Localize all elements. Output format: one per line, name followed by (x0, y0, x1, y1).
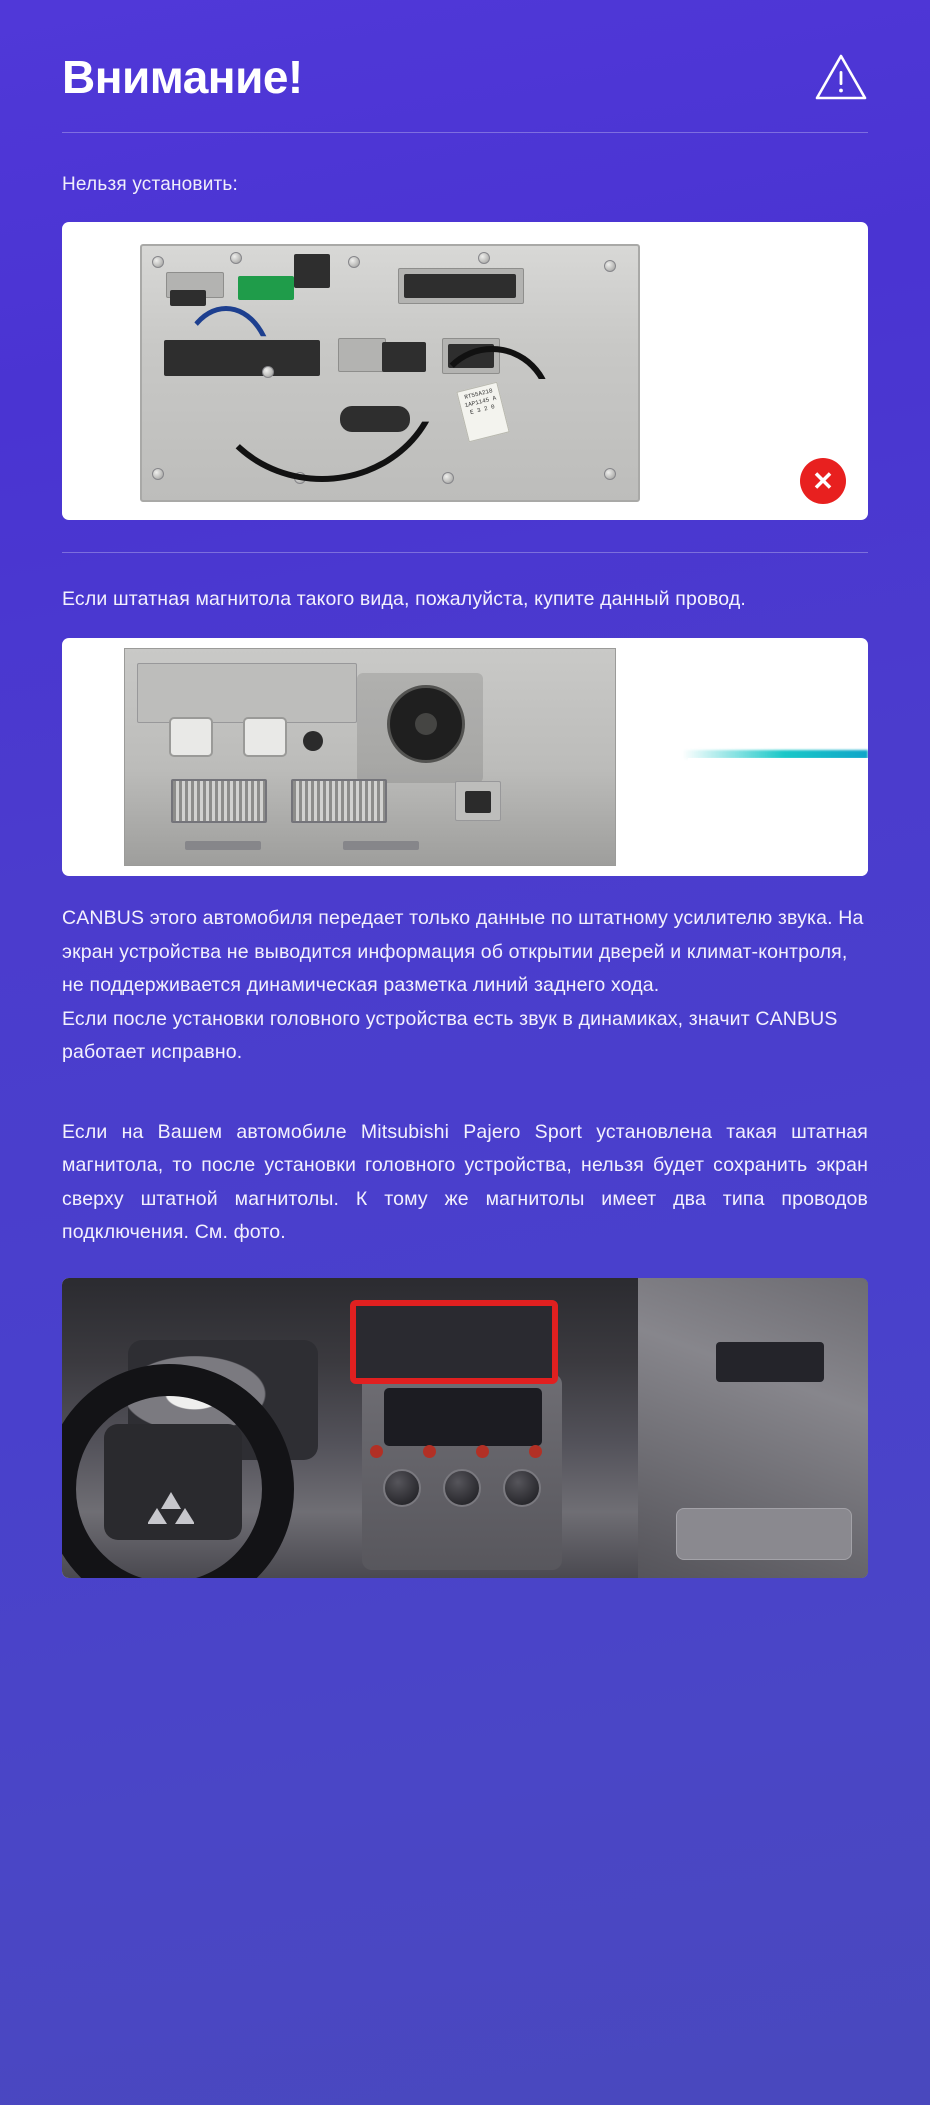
wire-label-tag: RT55A218 1AP1145 A E 3 2 0 (456, 381, 509, 442)
page-title: Внимание! (62, 50, 303, 103)
radio-chassis-image (140, 244, 640, 502)
page-header (62, 0, 868, 116)
highlight-rectangle (350, 1300, 558, 1384)
not-allowed-badge: ✕ (800, 458, 846, 504)
paragraph-pajero: Если на Вашем автомобиле Mitsubishi Pajero Sport установлена такая штатная магнитола, то после установки головного устройства, нельзя будет сохранить экран сверху штатной магнитолы. К тому же магнитолы имеет два типа проводов подключения. См. фото. (62, 1120, 868, 1244)
climate-knobs (372, 1460, 552, 1516)
paragraph-buy-cable: Если штатная магнитола такого вида, пожалуйста, купите данный провод. (62, 587, 746, 610)
warning-triangle-icon (814, 52, 868, 102)
header-divider (62, 132, 868, 133)
glovebox (676, 1508, 852, 1560)
white-overlay (688, 758, 868, 876)
section-divider-1 (62, 552, 868, 553)
photo-card-dashboard (62, 1278, 868, 1578)
photo-card-unit-rear (62, 638, 868, 876)
air-vent-right (716, 1342, 824, 1382)
photo-card-radio-rear (62, 222, 868, 520)
paragraph-canbus: CANBUS этого автомобиля передает только данные по штатному усилителю звука. На экран устройства не выводится информация об открытии дверей и климат-контроля, не поддерживается динамическая разметка линий заднего хода. (62, 907, 864, 997)
mitsubishi-logo-icon (148, 1490, 194, 1524)
console-button-row (350, 1444, 562, 1460)
center-display (384, 1388, 542, 1446)
paragraph-canbus-sound: Если после установки головного устройства есть звук в динамиках, значит CANBUS работает исправно. (62, 1007, 838, 1064)
car-dashboard-image (62, 1278, 868, 1578)
head-unit-image (124, 648, 616, 866)
lead-text: Нельзя установить: (62, 174, 239, 195)
